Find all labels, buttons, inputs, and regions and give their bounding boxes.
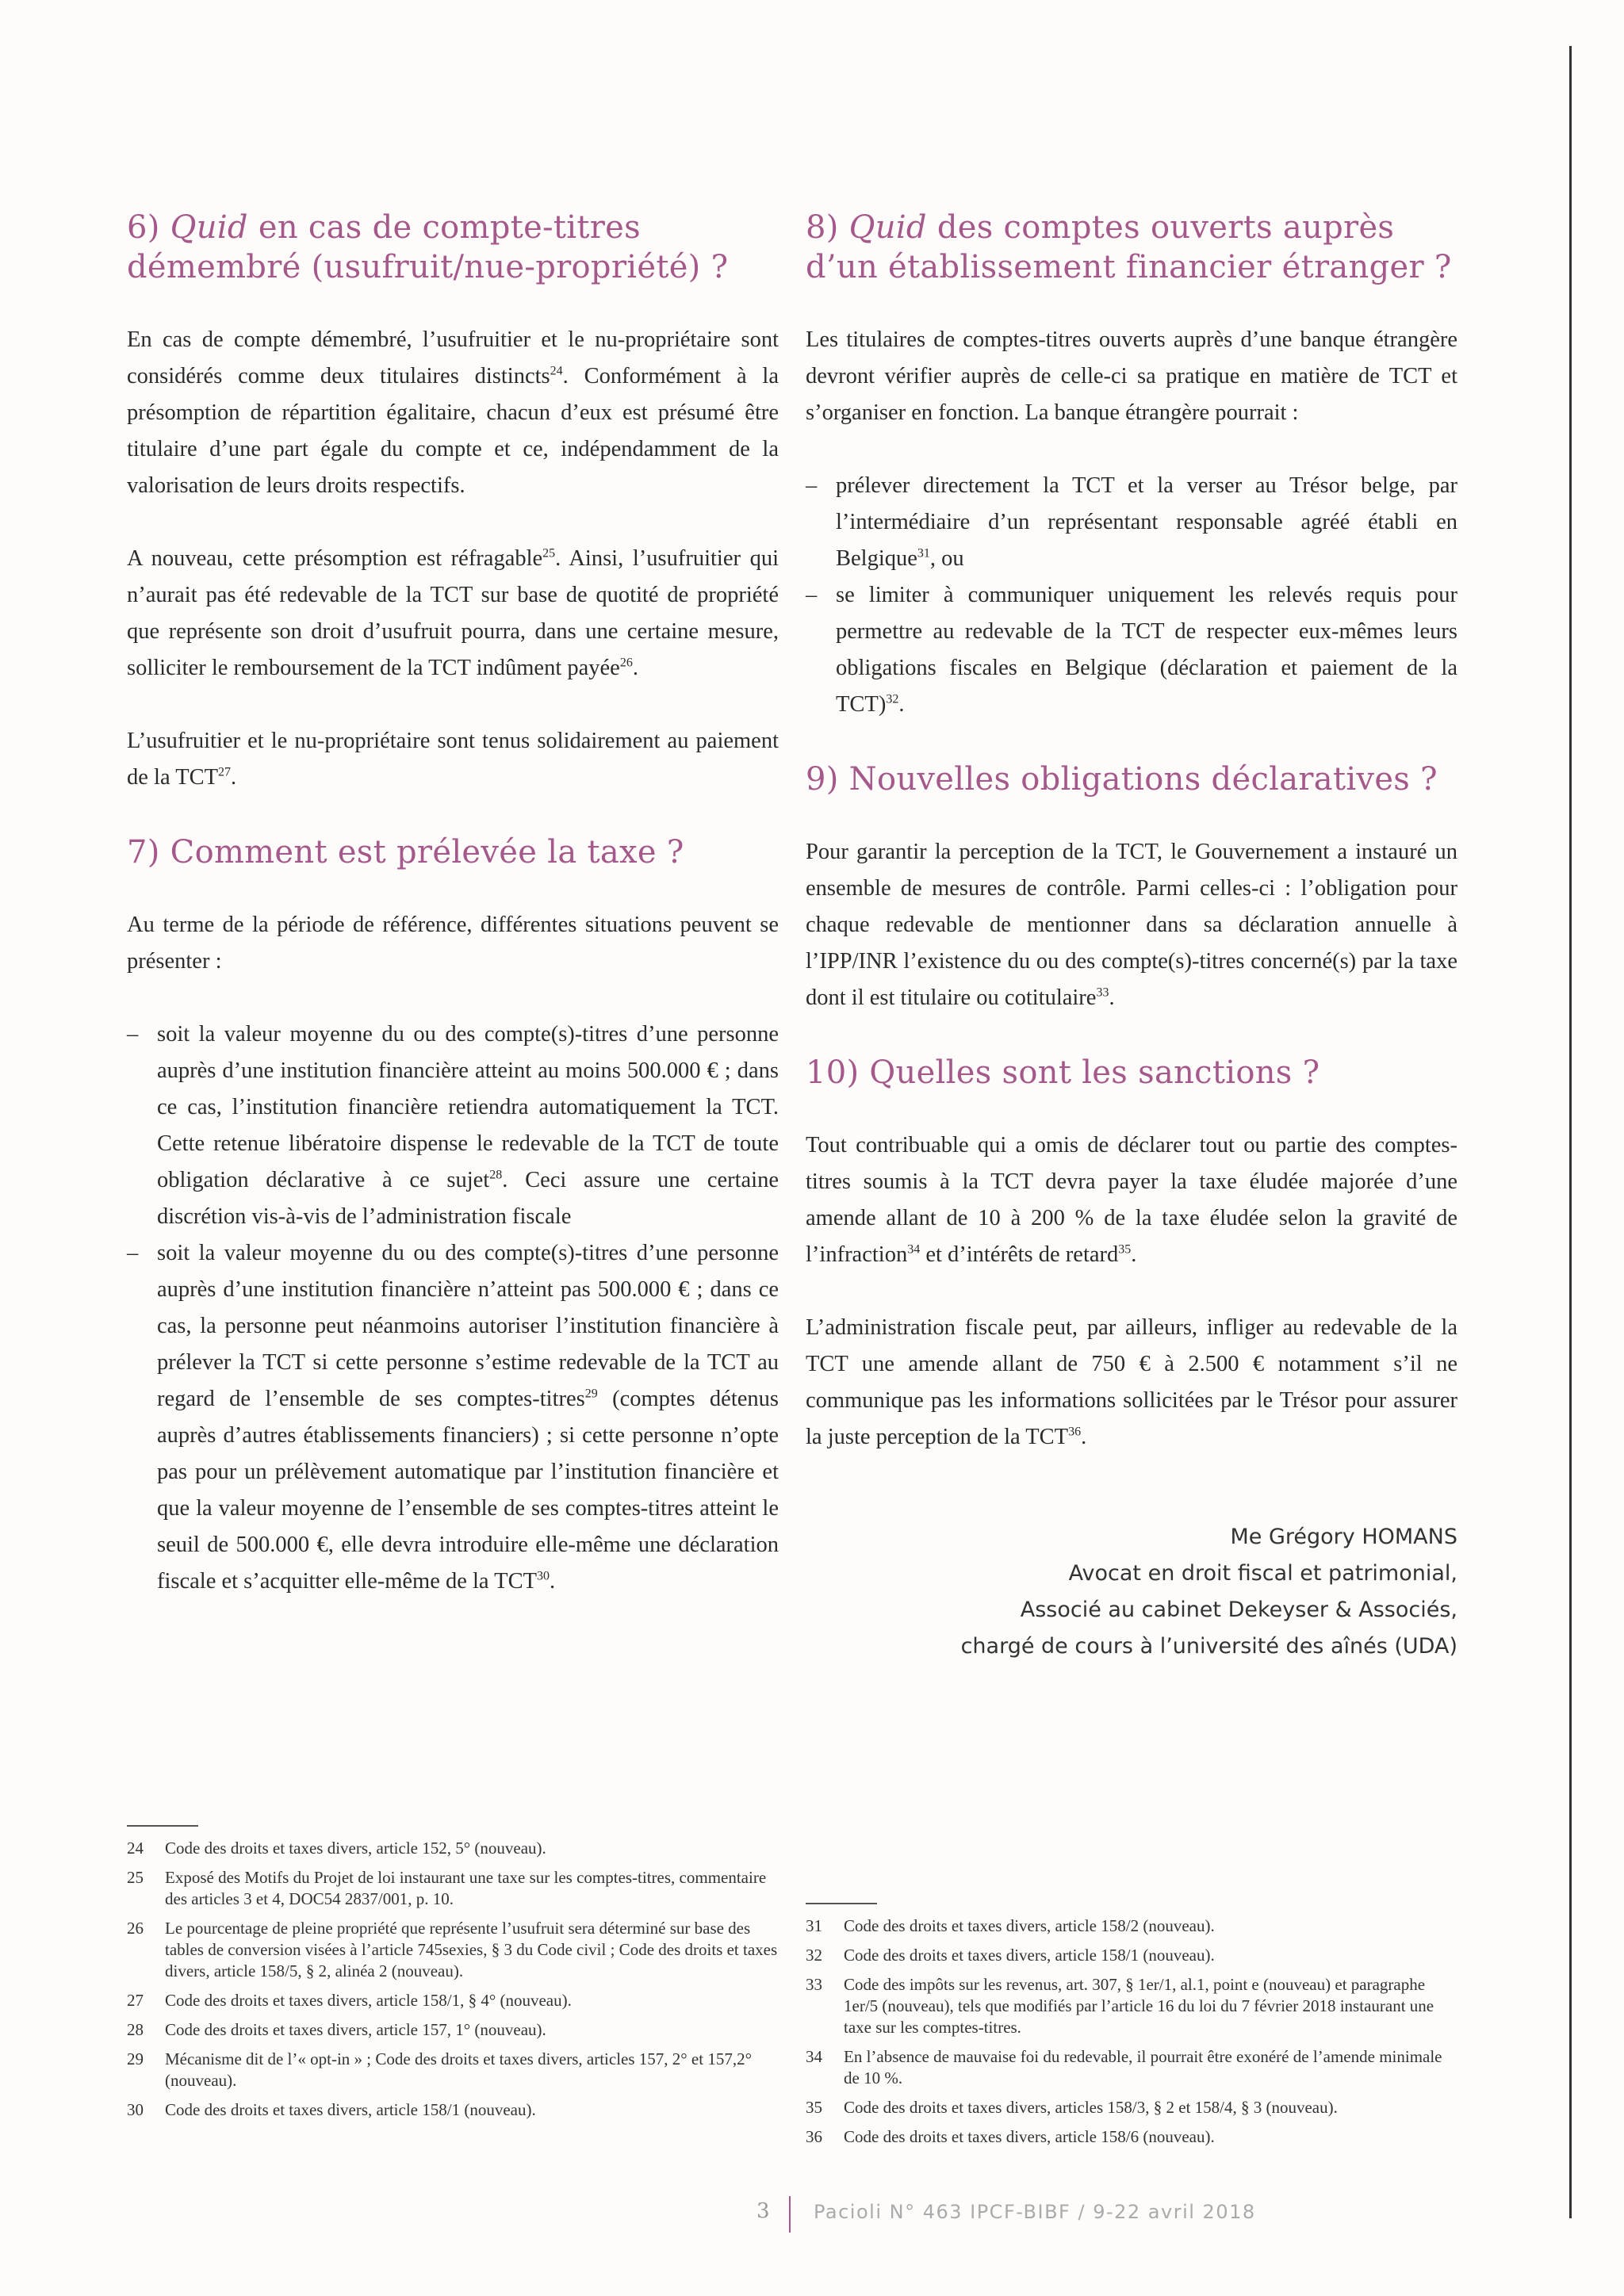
footnote-32 <box>806 1945 1457 1966</box>
footnote-text: Code des droits et taxes divers, article 158/2 (nouveau). <box>844 1916 1215 1935</box>
text-run: . <box>550 1569 556 1594</box>
section-8 <box>806 208 1457 723</box>
footnote-text: Code des droits et taxes divers, article 158/1, § 4° (nouveau). <box>165 1991 572 2010</box>
author-signature <box>806 1519 1457 1665</box>
author-name: Me Grégory HOMANS <box>1230 1525 1457 1549</box>
text-run: . <box>1131 1242 1137 1267</box>
text-run: se limiter à communiquer uniquement les relevés requis pour permettre au redevable de la TCT de respecter eux-mêmes leurs obligations fiscales en Belgique (déclaration et paiement de la TCT) <box>836 583 1457 717</box>
footnote-text: Code des droits et taxes divers, article 158/1 (nouveau). <box>165 2100 536 2119</box>
footnote-number: 28 <box>127 2020 144 2039</box>
section-8-heading-italic: Quid <box>848 209 927 246</box>
list-item <box>127 1235 779 1600</box>
footnote-ref[interactable]: 29 <box>584 1387 598 1401</box>
text-run: soit la valeur moyenne du ou des compte(s)-titres d’une personne auprès d’une institution financière n’atteint pas 500.000 € ; dans ce cas, la personne peut néanmoins autoriser l’institution financière à prélever la TCT si cette personne s’estime redevable de la TCT au regard de l’ensemble de ses comptes-titres <box>157 1241 779 1411</box>
footnote-31 <box>806 1915 1457 1937</box>
text-run: , ou <box>929 546 964 571</box>
footnote-number: 26 <box>127 1919 144 1938</box>
footer-divider <box>789 2196 791 2233</box>
footnote-ref[interactable]: 34 <box>907 1242 921 1257</box>
author-title-2: Associé au cabinet Dekeyser & Associés, <box>1020 1598 1457 1622</box>
text-run: Tout contribuable qui a omis de déclarer tout ou partie des comptes-titres soumis à la TCT devra payer la taxe éludée majorée d’une amende allant de 10 à 200 % de la taxe éludée selon la gravité de l’infraction <box>806 1133 1457 1267</box>
footnote-24 <box>127 1838 779 1859</box>
footnote-33 <box>806 1974 1457 2038</box>
right-column <box>806 208 1457 1665</box>
section-7-list <box>127 1016 779 1600</box>
text-run: . <box>1109 985 1115 1010</box>
author-title-3: chargé de cours à l’université des aînés (UDA) <box>960 1634 1457 1659</box>
footnote-36 <box>806 2126 1457 2148</box>
text-run: et d’intérêts de retard <box>920 1242 1119 1267</box>
footnote-text: Code des droits et taxes divers, article 152, 5° (nouveau). <box>165 1839 546 1858</box>
footnote-text: Le pourcentage de pleine propriété que représente l’usufruit sera déterminé sur base des tables de conversion visées à l’article 745sexies, § 3 du Code civil ; Code des droits et taxes divers, article 158/5, § 2, alinéa 2 (nouveau). <box>165 1919 778 1980</box>
section-8-heading <box>806 208 1457 287</box>
footnote-ref[interactable]: 26 <box>619 656 633 670</box>
footnote-ref[interactable]: 28 <box>489 1168 503 1182</box>
footnote-text: Mécanisme dit de l’« opt-in » ; Code des droits et taxes divers, articles 157, 2° et 157,2° (nouveau). <box>165 2049 752 2090</box>
footnote-number: 27 <box>127 1991 144 2010</box>
footnote-text: Code des droits et taxes divers, article 157, 1° (nouveau). <box>165 2020 546 2039</box>
footnote-35 <box>806 2097 1457 2118</box>
footnote-34 <box>806 2046 1457 2089</box>
footnote-ref[interactable]: 27 <box>218 765 232 779</box>
section-9 <box>806 760 1457 1016</box>
section-6-heading <box>127 208 779 287</box>
footnote-ref[interactable]: 31 <box>917 546 930 561</box>
footnote-number: 34 <box>806 2047 822 2066</box>
section-6-paragraph-1 <box>127 322 779 504</box>
margin-rule <box>1569 46 1572 2218</box>
section-10-paragraph-1 <box>806 1127 1457 1273</box>
footnote-number: 32 <box>806 1946 822 1965</box>
text-run: En cas de compte démembré, l’usufruitier et le nu-propriétaire sont considérés comme deux titulaires distincts <box>127 327 779 388</box>
section-8-heading-rest: des comptes ouverts auprès d’un établissement financier étranger ? <box>806 209 1452 285</box>
section-7-intro: Au terme de la période de référence, différentes situations peuvent se présenter : <box>127 913 779 974</box>
text-run: A nouveau, cette présomption est réfragable <box>127 546 543 571</box>
footnote-ref[interactable]: 25 <box>542 546 556 561</box>
footnote-ref[interactable]: 33 <box>1096 985 1109 1000</box>
footnote-number: 31 <box>806 1916 822 1935</box>
footnote-text: En l’absence de mauvaise foi du redevable, il pourrait être exonéré de l’amende minimale de 10 %. <box>844 2047 1442 2087</box>
text-run: . <box>898 692 905 717</box>
footnote-text: Code des droits et taxes divers, articles 158/3, § 2 et 158/4, § 3 (nouveau). <box>844 2098 1338 2117</box>
text-run: L’usufruitier et le nu-propriétaire sont tenus solidairement au paiement de la TCT <box>127 729 779 790</box>
left-column <box>127 208 779 1636</box>
text-run: Pour garantir la perception de la TCT, le Gouvernement a instauré un ensemble de mesures de contrôle. Parmi celles-ci : l’obligation pour chaque redevable de mentionner dans sa déclaration annuelle à l’IPP/INR l’existence du ou des compte(s)-titres concerné(s) par la taxe dont il est titulaire ou cotitulaire <box>806 840 1457 1010</box>
section-6-heading-italic: Quid <box>170 209 248 246</box>
footnote-rule <box>806 1903 877 1904</box>
list-item <box>127 1016 779 1235</box>
footnote-ref[interactable]: 30 <box>537 1569 550 1583</box>
section-6-paragraph-3 <box>127 723 779 796</box>
footnotes-left <box>127 1825 779 2129</box>
footnote-number: 30 <box>127 2100 144 2119</box>
footnote-number: 25 <box>127 1868 144 1887</box>
list-item <box>806 577 1457 723</box>
author-title-1: Avocat en droit fiscal et patrimonial, <box>1068 1561 1457 1586</box>
section-8-heading-prefix: 8) <box>806 209 849 246</box>
list-item <box>806 468 1457 577</box>
footnote-26 <box>127 1918 779 1982</box>
text-run: . <box>632 656 638 680</box>
footnote-28 <box>127 2019 779 2041</box>
section-7-heading: 7) Comment est prélevée la taxe ? <box>127 834 684 871</box>
footnote-ref[interactable]: 36 <box>1068 1425 1082 1439</box>
section-6-heading-rest: en cas de compte-titres démembré (usufruit/nue-propriété) ? <box>127 209 729 285</box>
section-6-heading-prefix: 6) <box>127 209 170 246</box>
footnote-rule <box>127 1825 198 1827</box>
footnote-ref[interactable]: 32 <box>886 692 899 706</box>
footnote-text: Code des droits et taxes divers, article 158/6 (nouveau). <box>844 2127 1215 2146</box>
section-10 <box>806 1053 1457 1456</box>
footnote-number: 33 <box>806 1975 822 1994</box>
section-9-paragraph-1 <box>806 834 1457 1016</box>
text-run: . <box>1081 1425 1087 1449</box>
text-run: (comptes détenus auprès d’autres établissements financiers) ; si cette personne n’opte pas pour un prélèvement automatique par l’institution financière et que la valeur moyenne de l’ensemble de ses comptes-titres atteint le seuil de 500.000 €, elle devra introduire elle-même une déclaration fiscale et s’acquitter elle-même de la TCT <box>157 1387 779 1594</box>
text-run: . Ceci assure une certaine discrétion vis-à-vis de l’administration fiscale <box>157 1168 779 1229</box>
footnote-number: 29 <box>127 2049 144 2068</box>
section-6-paragraph-2 <box>127 541 779 687</box>
text-run: . <box>231 765 237 790</box>
footnote-25 <box>127 1867 779 1910</box>
text-run: prélever directement la TCT et la verser au Trésor belge, par l’intermédiaire d’un représentant responsable agréé établi en Belgique <box>836 473 1457 571</box>
footnotes-right <box>806 1903 1457 2156</box>
footnote-text: Code des droits et taxes divers, article 158/1 (nouveau). <box>844 1946 1215 1965</box>
section-10-heading: 10) Quelles sont les sanctions ? <box>806 1054 1320 1091</box>
page-footer <box>0 2196 1624 2236</box>
section-8-list <box>806 468 1457 723</box>
section-6 <box>127 208 779 796</box>
footnote-27 <box>127 1990 779 2011</box>
footnote-ref[interactable]: 24 <box>550 364 563 378</box>
page-number: 3 <box>756 2199 770 2223</box>
footnote-30 <box>127 2099 779 2121</box>
footnote-number: 24 <box>127 1839 144 1858</box>
section-7 <box>127 832 779 1600</box>
publication-info: Pacioli N° 463 IPCF-BIBF / 9-22 avril 2018 <box>814 2201 1256 2223</box>
footnote-number: 36 <box>806 2127 822 2146</box>
footnote-text: Exposé des Motifs du Projet de loi instaurant une taxe sur les comptes-titres, commentaire des articles 3 et 4, DOC54 2837/001, p. 10. <box>165 1868 767 1908</box>
section-8-intro: Les titulaires de comptes-titres ouverts auprès d’une banque étrangère devront vérifier auprès de celle-ci sa pratique en matière de TCT et s’organiser en fonction. La banque étrangère pourrait : <box>806 327 1457 425</box>
text-run: soit la valeur moyenne du ou des compte(s)-titres d’une personne auprès d’une institution financière atteint au moins 500.000 € ; dans ce cas, l’institution financière retiendra automatiquement la TCT. Cette retenue libératoire dispense le redevable de la TCT de toute obligation déclarative à ce sujet <box>157 1022 779 1192</box>
section-10-paragraph-2 <box>806 1310 1457 1456</box>
text-run: L’administration fiscale peut, par ailleurs, infliger au redevable de la TCT une amende allant de 750 € à 2.500 € notamment s’il ne communique pas les informations sollicitées par le Trésor pour assurer la juste perception de la TCT <box>806 1315 1457 1449</box>
footnote-29 <box>127 2049 779 2091</box>
text-run: . Ainsi, l’usufruitier qui n’aurait pas été redevable de la TCT sur base de quotité de propriété que représente son droit d’usufruit pourra, dans une certaine mesure, solliciter le remboursement de la TCT indûment payée <box>127 546 779 680</box>
footnote-ref[interactable]: 35 <box>1118 1242 1132 1257</box>
footnote-text: Code des impôts sur les revenus, art. 307, § 1er/1, al.1, point e (nouveau) et paragraphe 1er/5 (nouveau), tels que modifiés par l’article 16 du loi du 7 février 2018 instaurant une taxe sur les comptes-titres. <box>844 1975 1434 2037</box>
text-run: . Conformément à la présomption de répartition égalitaire, chacun d’eux est présumé être titulaire d’une part égale du compte et ce, indépendamment de la valorisation de leurs droits respectifs. <box>127 364 779 498</box>
footnote-number: 35 <box>806 2098 822 2117</box>
section-9-heading: 9) Nouvelles obligations déclaratives ? <box>806 761 1438 798</box>
